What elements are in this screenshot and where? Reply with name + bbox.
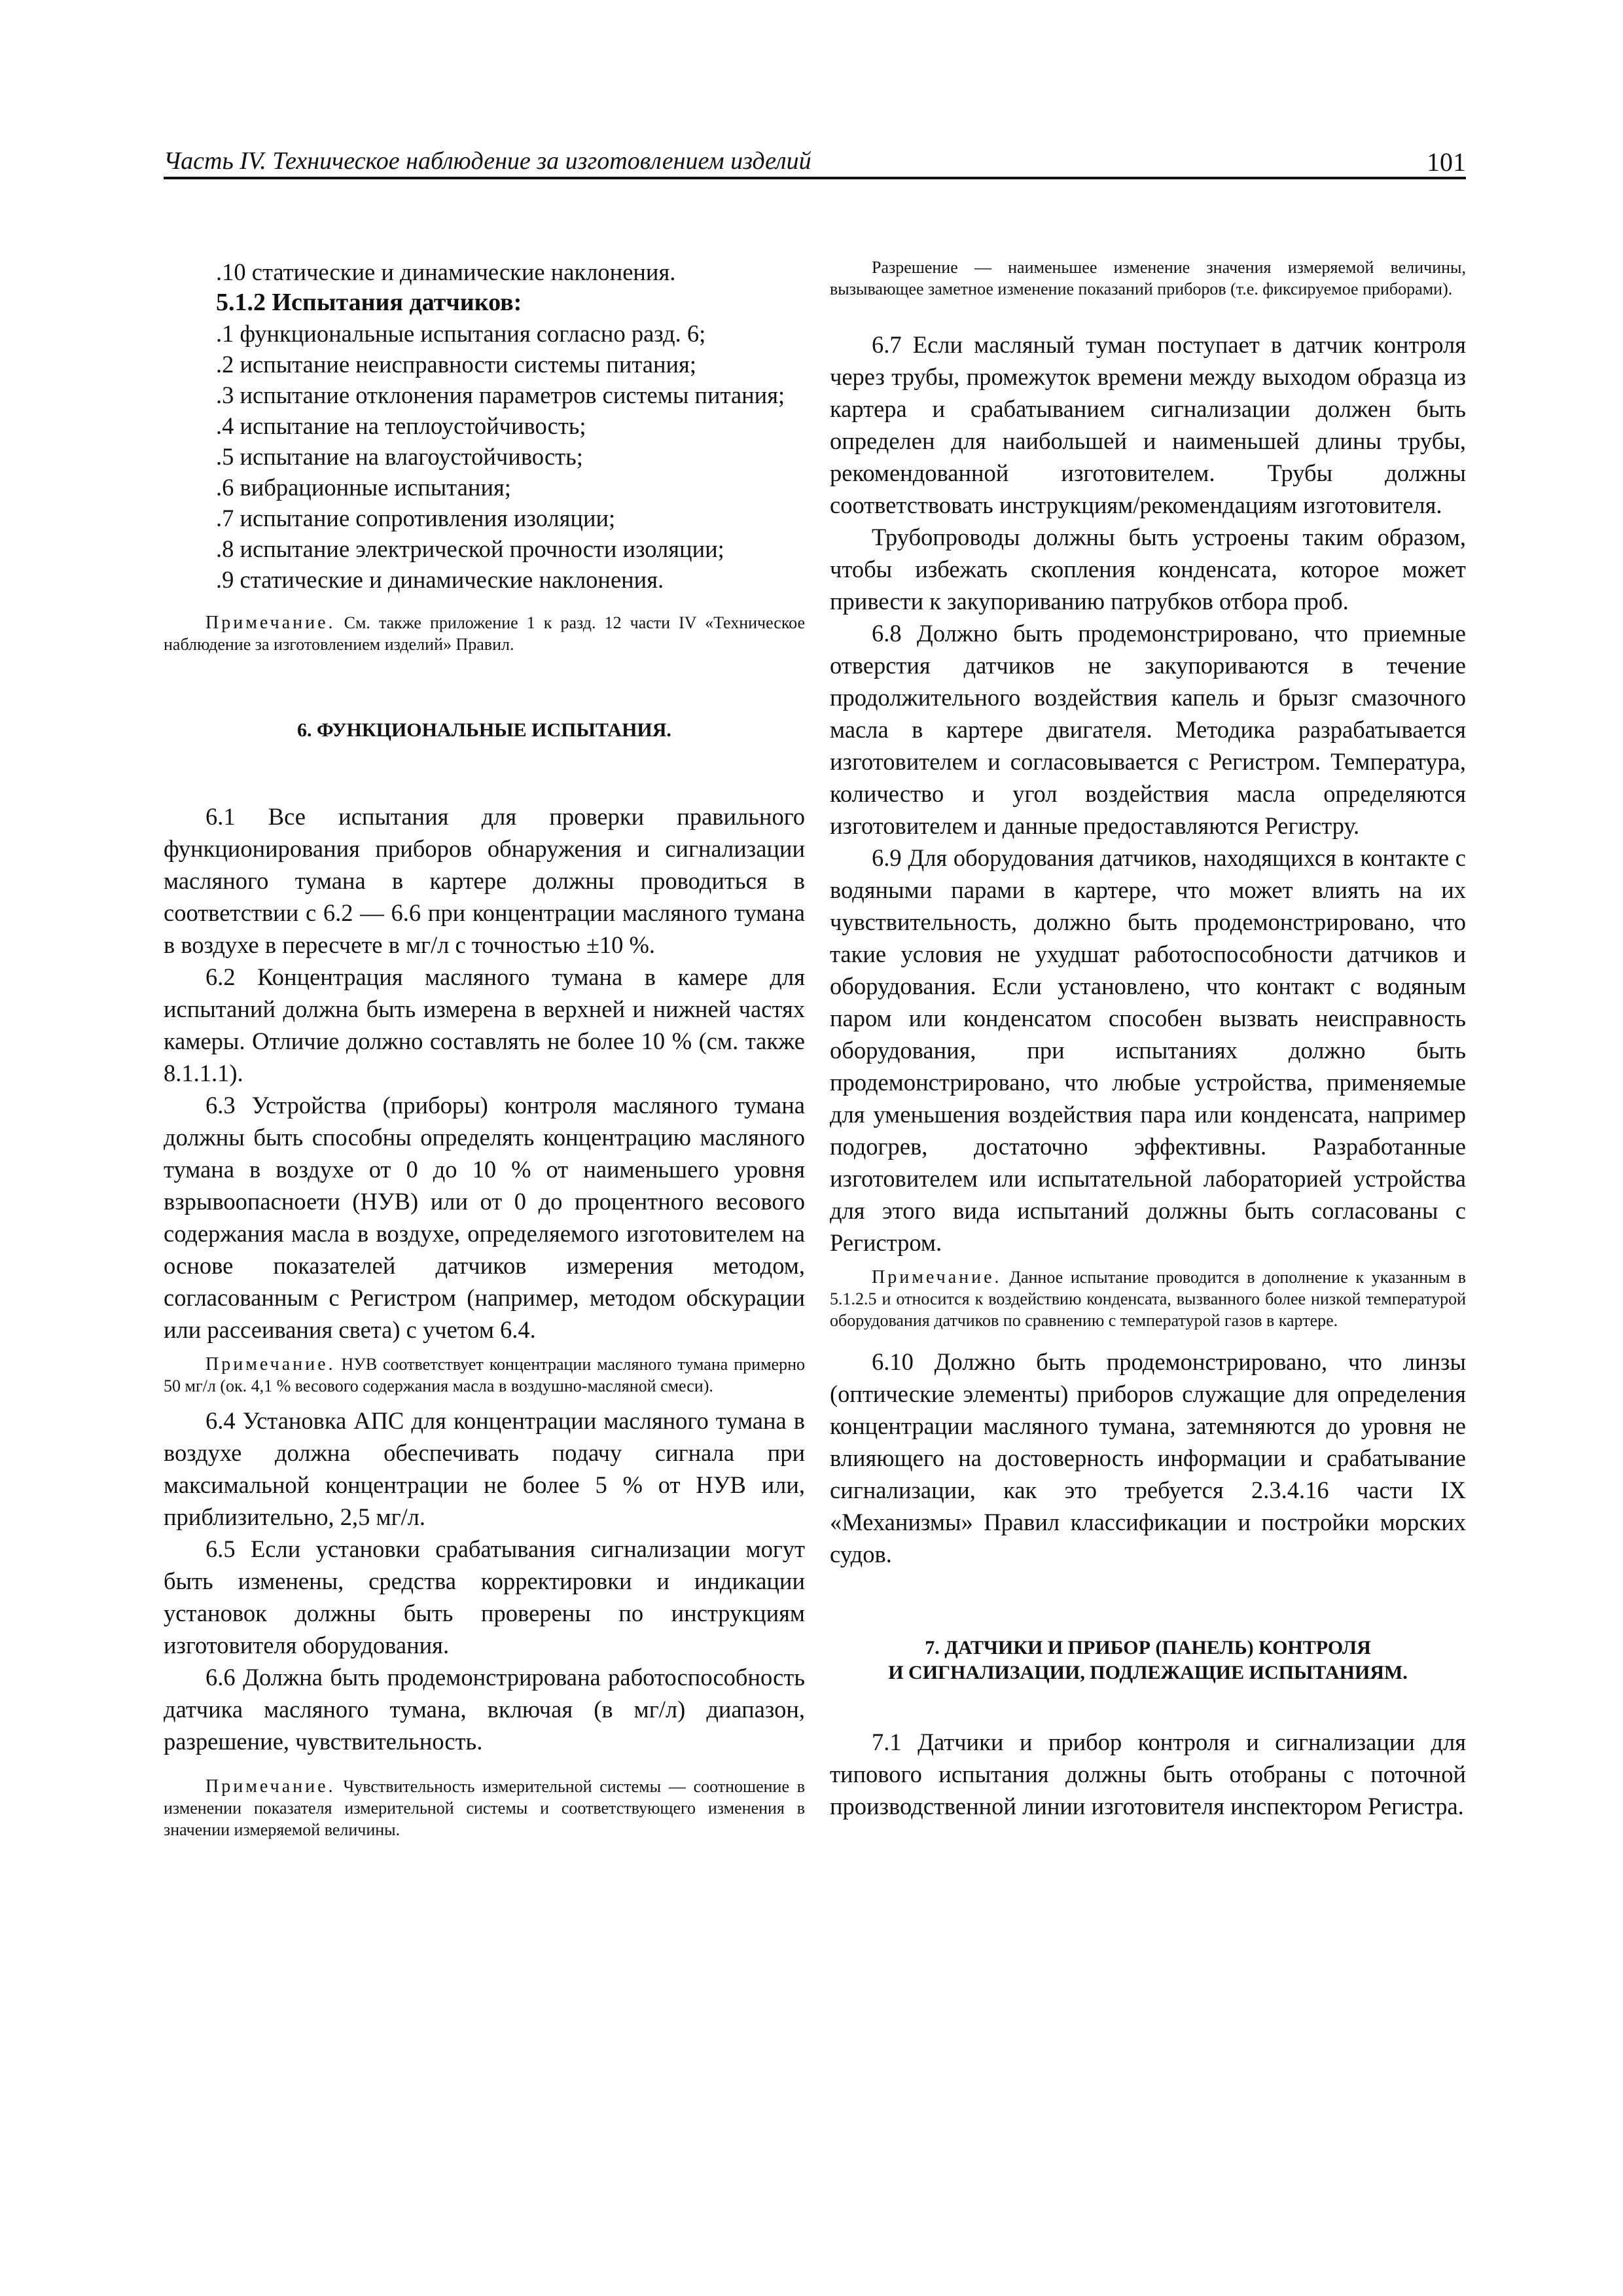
list-item: .8 испытание электрической прочности изоляции; — [216, 535, 724, 562]
note — [164, 612, 805, 655]
paragraph-6-10: 6.10 Должно быть продемонстрировано, что линзы (оптические элементы) приборов служащие для определения концентрации масляного тумана, затемняются до уровня не влияющего на достоверность информации и срабатывание сигнализации, как это требуется 2.3.4.16 части IX «Механизмы» Правил классификации и постройки морских судов. — [830, 1348, 1466, 1568]
paragraph-6-7b: Трубопроводы должны быть устроены таким образом, чтобы избежать скопления конденсата, которое может привести к закупориванию патрубков отбора проб. — [830, 524, 1466, 615]
list-item: .4 испытание на теплоустойчивость; — [216, 412, 586, 439]
paragraph-6-2: 6.2 Концентрация масляного тумана в камере для испытаний должна быть измерена в верхней и нижней частях камеры. Отличие должно составлять не более 10 % (см. также 8.1.1.1). — [164, 963, 805, 1086]
list-item: .9 статические и динамические наклонения. — [216, 566, 664, 593]
list-item: .3 испытание отклонения параметров системы питания; — [216, 382, 785, 408]
note-lead: Примечание. — [872, 1267, 1002, 1287]
list-item: .5 испытание на влагоустойчивость; — [216, 443, 583, 470]
note-lead: Примечание. — [205, 1776, 336, 1797]
list-item: .6 вибрационные испытания; — [216, 474, 511, 501]
list-item: .10 статические и динамические наклонения. — [216, 259, 676, 285]
note-lead: Примечание. — [205, 613, 336, 633]
page-number: 101 — [1427, 147, 1466, 177]
paragraph-6-4: 6.4 Установка АПС для концентрации масляного тумана в воздухе должна обеспечивать подачу сигнала при максимальной концентрации не более 5 % от НУВ или, приблизительно, 2,5 мг/л. — [164, 1407, 805, 1530]
list-item: .7 испытание сопротивления изоляции; — [216, 505, 616, 531]
paragraph-6-9: 6.9 Для оборудования датчиков, находящихся в контакте с водяными парами в картере, что может влиять на их чувствительность, должно быть продемонстрировано, что такие условия не ухудшат работоспособности датчиков и оборудования. Если установлено, что контакт с водяным паром или конденсатом способен вызвать неисправность оборудования, при испытаниях должно быть продемонстрировано, что любые устройства, применяемые для уменьшения воздействия пара или конденсата, например подогрев, достаточно эффективны. Разработанные изготовителем или испытательной лабораторией устройства для этого вида испытаний должны быть согласованы с Регистром. — [830, 844, 1466, 1256]
header-title: Часть IV. Техническое наблюдение за изготовлением изделий — [164, 147, 812, 175]
paragraph-6-8: 6.8 Должно быть продемонстрировано, что приемные отверстия датчиков не закупориваются в течение продолжительного воздействия капель и брызг смазочного масла в картере двигателя. Методика разрабатывается изготовителем и согласовывается с Регистром. Температура, количество и угол воздействия масла определяются изготовителем и данные предоставляются Регистру. — [830, 620, 1466, 839]
note: Разрешение — наименьшее изменение значения измеряемой величины, вызывающее заметное изменение показаний приборов (т.е. фиксируемое приборами). — [830, 258, 1466, 298]
section-heading: 6. ФУНКЦИОНАЛЬНЫЕ ИСПЫТАНИЯ. — [297, 719, 671, 741]
paragraph-6-3: 6.3 Устройства (приборы) контроля масляного тумана должны быть способны определять концентрацию масляного тумана в воздухе от 0 до 10 % от наименьшего уровня взрывоопасноети (НУВ) или от 0 до процентного весового содержания масла в воздухе, определяемого изготовителем на основе показателей датчиков измерения методом, согласованным с Регистром (например, методом обскурации или рассеивания света) с учетом 6.4. — [164, 1092, 805, 1343]
paragraph-6-1: 6.1 Все испытания для проверки правильного функционирования приборов обнаружения и сигнализации масляного тумана в картере должны проводиться в соответствии с 6.2 — 6.6 при концентрации масляного тумана в воздухе в пересчете в мг/л с точностью ±10 %. — [164, 803, 805, 958]
section-heading — [830, 1636, 1466, 1685]
note-text: Данное испытание проводится в дополнение к указанным в 5.1.2.5 и относится к воздействию конденсата, вызванного более низкой температурой оборудования датчиков по сравнению с температурой газов в картере. — [830, 1268, 1467, 1330]
left-column — [164, 257, 805, 1840]
header-rule — [164, 177, 1466, 179]
list-item: .1 функциональные испытания согласно разд. 6; — [216, 320, 706, 347]
section-heading-line: И СИГНАЛИЗАЦИИ, ПОДЛЕЖАЩИЕ ИСПЫТАНИЯМ. — [888, 1662, 1408, 1683]
note — [164, 1354, 805, 1397]
running-header — [164, 143, 1466, 179]
note — [164, 1776, 805, 1840]
note-text: НУВ соответствует концентрации масляного тумана примерно 50 мг/л (ок. 4,1 % весового содержания масла в воздушно-масляной смеси). — [164, 1355, 805, 1395]
section-heading-line: 7. ДАТЧИКИ И ПРИБОР (ПАНЕЛЬ) КОНТРОЛЯ — [925, 1637, 1371, 1659]
list-item: .2 испытание неисправности системы питания; — [216, 351, 696, 378]
subsection-heading: 5.1.2 Испытания датчиков: — [216, 289, 522, 316]
paragraph-7-1: 7.1 Датчики и прибор контроля и сигнализации для типового испытания должны быть отобраны с поточной производственной линии изготовителя инспектором Регистра. — [830, 1729, 1466, 1820]
paragraph-6-5: 6.5 Если установки срабатывания сигнализации могут быть изменены, средства корректировки и индикации установок должны быть проверены по инструкциям изготовителя оборудования. — [164, 1535, 805, 1659]
note — [830, 1266, 1466, 1331]
paragraph-6-6: 6.6 Должна быть продемонстрирована работоспособность датчика масляного тумана, включая (в мг/л) диапазон, разрешение, чувствительность. — [164, 1664, 805, 1755]
note-text: Чувствительность измерительной системы — соотношение в изменении показателя измерительной системы и соответствующего изменения в значении измеряемой величины. — [164, 1777, 806, 1839]
right-column — [830, 257, 1466, 1822]
note-text: См. также приложение 1 к разд. 12 части IV «Техническое наблюдение за изготовлением изделий» Правил. — [164, 613, 805, 654]
paragraph-6-7: 6.7 Если масляный туман поступает в датчик контроля через трубы, промежуток времени между выходом образца из картера и срабатыванием сигнализации должен быть определен для наибольшей и наименьшей длины трубы, рекомендованной изготовителем. Трубы должны соответствовать инструкциям/рекомендациям изготовителя. — [830, 331, 1466, 518]
note-lead: Примечание. — [205, 1354, 336, 1374]
